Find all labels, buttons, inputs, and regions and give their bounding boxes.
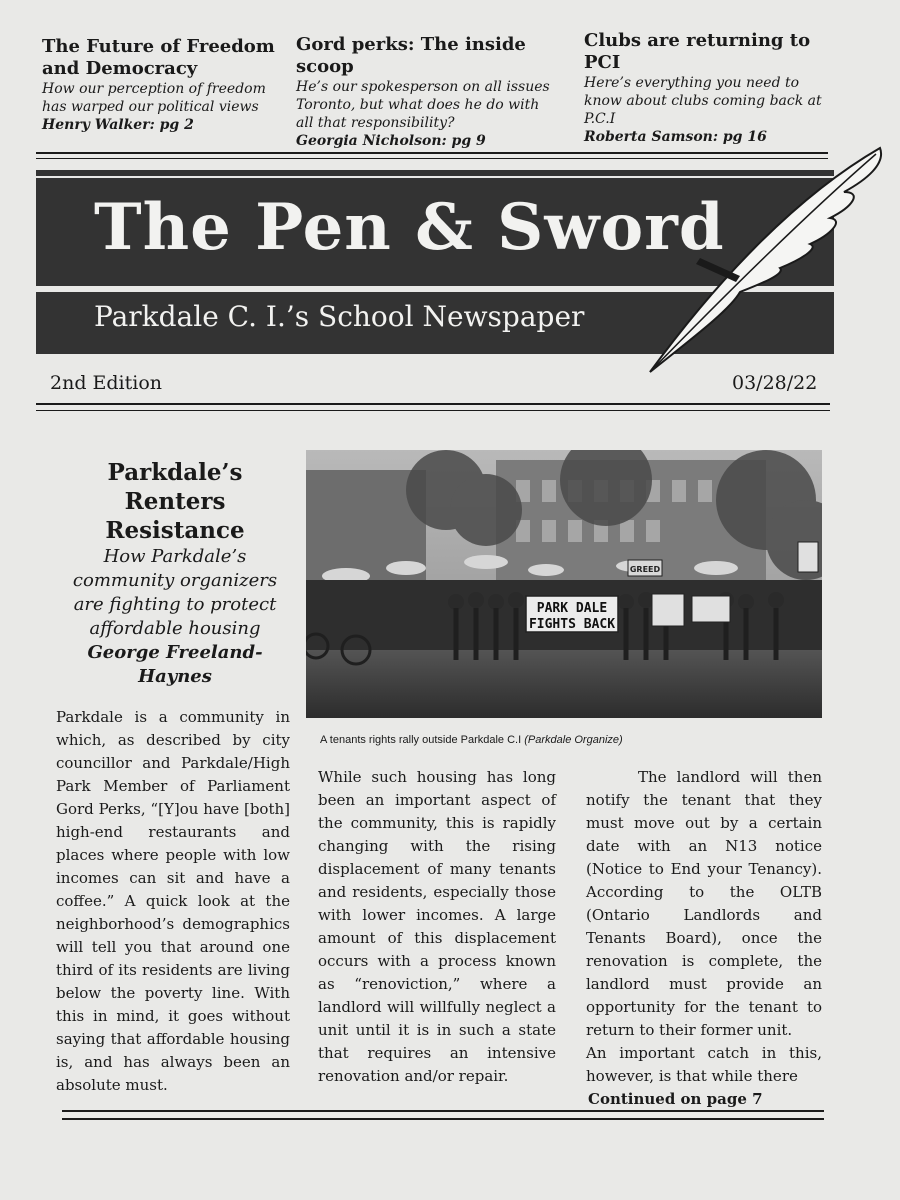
protest-sign-text: PARK DALE <box>536 601 608 616</box>
teaser-title: Gord perks: The inside scoop <box>296 34 526 77</box>
photo-caption-credit: (Parkdale Organize) <box>524 734 623 746</box>
continued-link[interactable]: Continued on page 7 <box>588 1090 763 1108</box>
divider <box>36 410 830 411</box>
article-deck: How Parkdale’s community organizers are fighting to protect affordable housing <box>72 546 278 639</box>
protest-sign <box>692 596 730 622</box>
masthead-title: The Pen & Sword <box>94 190 725 265</box>
protest-sign-text: GREED <box>629 565 661 574</box>
article-column-1: Parkdale is a community in which, as described by city councillor and Parkdale/High Park Member of Parliament Gord Perks, “[Y]ou have [both] high-end restaurants and places where people with low incomes can sit and have a coffee.” A quick look at the neighborhood’s demographics will tell you that around one third of its residents are living below the poverty line. With this in mind, it goes without saying that affordable housing is, and has always been an absolute must. <box>56 708 290 1094</box>
teaser-1[interactable] <box>42 36 282 134</box>
divider <box>62 1110 824 1112</box>
protest-sign-text: FIGHTS BACK <box>528 617 616 632</box>
teaser-2[interactable] <box>296 34 556 150</box>
article-paragraph: The landlord will then notify the tenant that they must move out by a certain date with an N13 notice (Notice to End your Tenancy). According to the OLTB (Ontario Landlords and Tenants Board), once the renovation is complete, the landlord must provide an opportunity for the tenant to return to their former unit. <box>586 768 822 1039</box>
article-paragraph: An important catch in this, however, is that while there <box>586 1044 822 1085</box>
masthead-subtitle: Parkdale C. I.’s School Newspaper <box>94 300 585 333</box>
article-header <box>60 458 290 689</box>
photo-caption-text: A tenants rights rally outside Parkdale C.I <box>320 734 522 746</box>
edition: 2nd Edition <box>50 372 163 394</box>
article-column-2: While such housing has long been an important aspect of the community, this is rapidly changing with the rising displacement of many tenants and residents, especially those with lower incomes. A large amount of this displacement occurs with a process known as “renoviction,” where a landlord will willfully neglect a unit until it is in such a state that requires an intensive renovation and/or repair. <box>318 768 556 1085</box>
teaser-author: Georgia Nicholson: pg 9 <box>296 133 486 149</box>
divider <box>36 403 830 405</box>
rally-photo <box>306 450 822 718</box>
protest-sign <box>798 542 818 572</box>
quill-icon <box>640 140 890 380</box>
article-byline: George Freeland-Haynes <box>87 642 263 687</box>
teaser-title: Clubs are returning to PCI <box>584 30 811 73</box>
teaser-title: The Future of Freedom and Democracy <box>42 36 275 79</box>
teaser-author: Henry Walker: pg 2 <box>42 117 194 133</box>
article-column-3 <box>586 766 822 1111</box>
teaser-description: How our perception of freedom has warped our political views <box>42 81 266 115</box>
article-headline: Parkdale’s Renters Resistance <box>105 459 245 544</box>
teaser-description: Here’s everything you need to know about clubs coming back at P.C.I <box>584 75 822 127</box>
divider <box>62 1118 824 1120</box>
teaser-description: He’s our spokesperson on all issues Toronto, but what does he do with all that responsibility? <box>296 79 550 131</box>
teaser-3[interactable] <box>584 30 834 146</box>
issue-date: 03/28/22 <box>732 372 818 394</box>
teaser-author: Roberta Samson: pg 16 <box>584 129 767 145</box>
protest-sign <box>652 594 684 626</box>
photo-caption <box>320 734 623 746</box>
